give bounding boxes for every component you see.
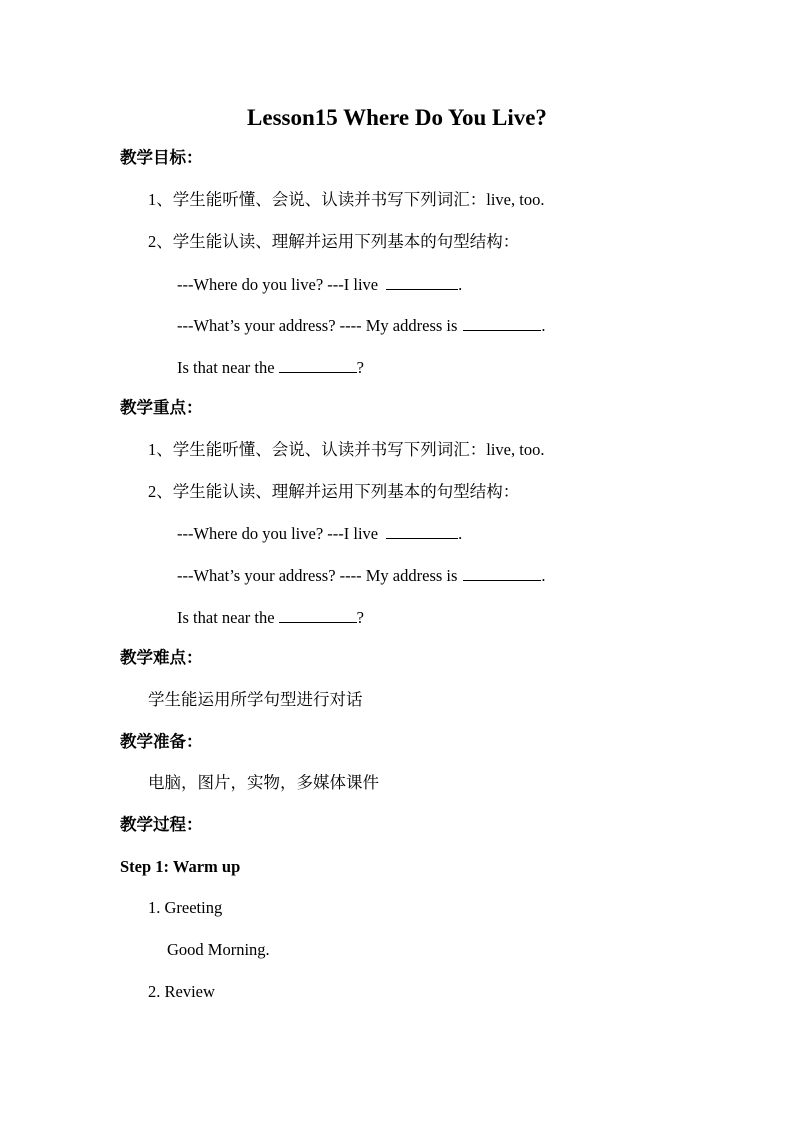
sentence-text: ---Where do you live? ---I live <box>177 275 379 294</box>
key-points-item-2: 2、学生能认读、理解并运用下列基本的句型结构： <box>148 482 520 501</box>
process-item-2: 2. Review <box>148 982 215 1001</box>
key-points-sentence-1 <box>177 522 462 545</box>
process-item-1: 1. Greeting <box>148 898 223 917</box>
sentence-punct: ? <box>356 608 364 627</box>
sentence-punct: . <box>458 524 463 543</box>
fill-blank <box>279 606 357 623</box>
objectives-heading: 教学目标： <box>120 148 203 167</box>
objectives-sentence-1 <box>177 273 462 296</box>
preparation-text: 电脑，图片，实物，多媒体课件 <box>148 773 379 792</box>
sentence-text: ---What’s your address? ---- My address is <box>177 316 458 335</box>
step-1-heading: Step 1: Warm up <box>120 857 241 876</box>
fill-blank <box>463 564 541 581</box>
objectives-sentence-2 <box>177 314 546 337</box>
document-title: Lesson15 Where Do You Live? <box>247 105 547 130</box>
process-item-1-text: Good Morning. <box>167 940 270 959</box>
fill-blank <box>279 356 357 373</box>
objectives-item-2: 2、学生能认读、理解并运用下列基本的句型结构： <box>148 232 520 251</box>
key-points-item-1: 1、学生能听懂、会说、认读并书写下列词汇：live, too. <box>148 440 545 459</box>
fill-blank <box>463 314 541 331</box>
key-points-heading: 教学重点： <box>120 398 203 417</box>
sentence-text: Is that near the <box>177 608 275 627</box>
sentence-punct: . <box>541 316 546 335</box>
objectives-item-1: 1、学生能听懂、会说、认读并书写下列词汇：live, too. <box>148 190 545 209</box>
process-heading: 教学过程： <box>120 815 203 834</box>
sentence-punct: ? <box>356 358 364 377</box>
fill-blank <box>386 522 458 539</box>
sentence-text: Is that near the <box>177 358 275 377</box>
sentence-text: ---What’s your address? ---- My address is <box>177 566 458 585</box>
difficulties-heading: 教学难点： <box>120 648 203 667</box>
key-points-sentence-3 <box>177 606 364 629</box>
difficulties-text: 学生能运用所学句型进行对话 <box>148 690 363 709</box>
sentence-text: ---Where do you live? ---I live <box>177 524 379 543</box>
sentence-punct: . <box>458 275 463 294</box>
preparation-heading: 教学准备： <box>120 732 203 751</box>
fill-blank <box>386 273 458 290</box>
key-points-sentence-2 <box>177 564 546 587</box>
objectives-sentence-3 <box>177 356 364 379</box>
sentence-punct: . <box>541 566 546 585</box>
